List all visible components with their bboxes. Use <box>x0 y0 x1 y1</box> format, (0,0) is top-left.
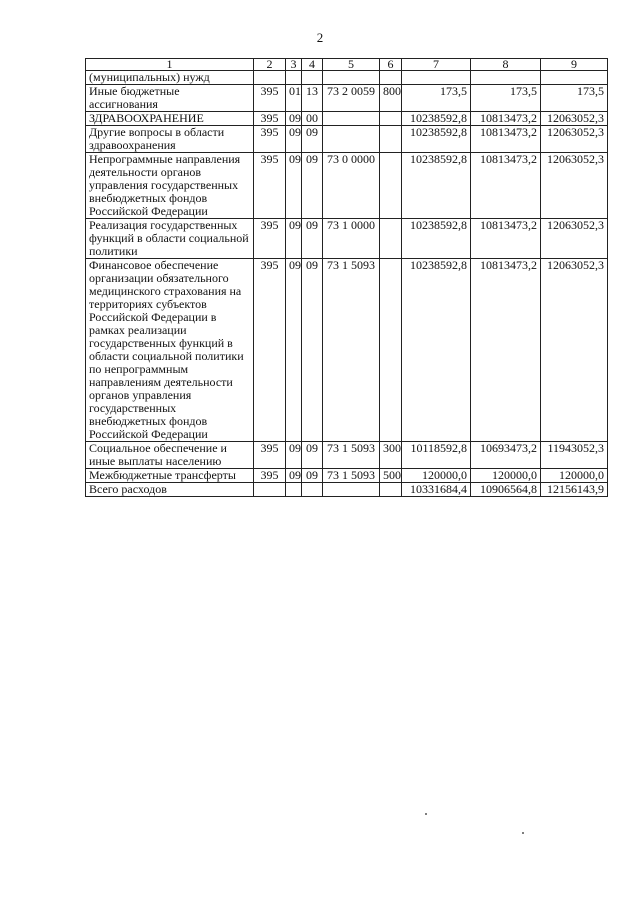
code-cell: 09 <box>302 126 323 153</box>
code-cell <box>302 71 323 85</box>
amount-cell: 12063052,3 <box>541 126 608 153</box>
code-cell <box>380 259 402 442</box>
amount-cell: 173,5 <box>402 85 471 112</box>
amount-cell: 12063052,3 <box>541 153 608 219</box>
table-row <box>86 85 608 112</box>
code-cell: 395 <box>254 126 286 153</box>
code-cell <box>323 483 380 497</box>
table-header-row <box>86 59 608 71</box>
code-cell: 09 <box>286 126 302 153</box>
header-cell: 2 <box>254 59 286 71</box>
header-cell: 9 <box>541 59 608 71</box>
code-cell <box>380 71 402 85</box>
expense-name-cell: Социальное обеспечение и иные выплаты населению <box>86 442 254 469</box>
code-cell: 09 <box>302 219 323 259</box>
table-row <box>86 483 608 497</box>
code-cell: 09 <box>302 469 323 483</box>
table-row <box>86 153 608 219</box>
code-cell: 395 <box>254 442 286 469</box>
expense-name-cell: Другие вопросы в области здравоохранения <box>86 126 254 153</box>
amount-cell: 10238592,8 <box>402 259 471 442</box>
amount-cell <box>541 71 608 85</box>
scan-speck <box>522 832 524 834</box>
code-cell <box>380 219 402 259</box>
page-number: 2 <box>316 30 324 45</box>
amount-cell: 10813473,2 <box>471 153 541 219</box>
amount-cell: 10331684,4 <box>402 483 471 497</box>
amount-cell: 12063052,3 <box>541 259 608 442</box>
amount-cell: 10118592,8 <box>402 442 471 469</box>
expense-name-cell: Финансовое обеспечение организации обязательного медицинского страхования на территориях субъектов Российской Федерации в рамках реализации государственных функций в области социальной политики по непрограммным направлениям деятельности органов управления государственных внебюджетных фондов Российской Федерации <box>86 259 254 442</box>
amount-cell: 10813473,2 <box>471 219 541 259</box>
code-cell: 01 <box>286 85 302 112</box>
header-cell: 5 <box>323 59 380 71</box>
code-cell: 395 <box>254 259 286 442</box>
code-cell: 395 <box>254 219 286 259</box>
amount-cell: 10238592,8 <box>402 153 471 219</box>
code-cell <box>254 71 286 85</box>
header-cell: 7 <box>402 59 471 71</box>
code-cell <box>323 112 380 126</box>
code-cell: 395 <box>254 153 286 219</box>
code-cell <box>380 112 402 126</box>
table-row <box>86 71 608 85</box>
code-cell: 09 <box>286 219 302 259</box>
amount-cell <box>402 71 471 85</box>
code-cell: 09 <box>302 442 323 469</box>
amount-cell: 10238592,8 <box>402 126 471 153</box>
amount-cell: 120000,0 <box>541 469 608 483</box>
header-cell: 8 <box>471 59 541 71</box>
code-cell: 73 1 5093 <box>323 259 380 442</box>
code-cell: 73 0 0000 <box>323 153 380 219</box>
amount-cell <box>471 71 541 85</box>
table-row <box>86 112 608 126</box>
amount-cell: 173,5 <box>541 85 608 112</box>
code-cell <box>254 483 286 497</box>
code-cell: 09 <box>286 469 302 483</box>
expense-name-cell: ЗДРАВООХРАНЕНИЕ <box>86 112 254 126</box>
expense-name-cell: Реализация государственных функций в области социальной политики <box>86 219 254 259</box>
amount-cell: 12063052,3 <box>541 112 608 126</box>
header-cell: 4 <box>302 59 323 71</box>
code-cell: 13 <box>302 85 323 112</box>
amount-cell: 10238592,8 <box>402 219 471 259</box>
budget-table <box>85 58 608 497</box>
table-row <box>86 469 608 483</box>
code-cell: 09 <box>286 442 302 469</box>
amount-cell: 10813473,2 <box>471 259 541 442</box>
code-cell: 500 <box>380 469 402 483</box>
code-cell <box>380 153 402 219</box>
amount-cell: 10238592,8 <box>402 112 471 126</box>
code-cell: 73 1 0000 <box>323 219 380 259</box>
amount-cell: 12156143,9 <box>541 483 608 497</box>
code-cell <box>286 483 302 497</box>
code-cell: 09 <box>302 259 323 442</box>
code-cell <box>380 483 402 497</box>
header-cell: 3 <box>286 59 302 71</box>
code-cell: 09 <box>302 153 323 219</box>
code-cell: 09 <box>286 259 302 442</box>
table-row <box>86 259 608 442</box>
table-row <box>86 219 608 259</box>
table-row <box>86 126 608 153</box>
code-cell: 395 <box>254 85 286 112</box>
amount-cell: 12063052,3 <box>541 219 608 259</box>
table-row <box>86 442 608 469</box>
header-cell: 1 <box>86 59 254 71</box>
code-cell: 73 1 5093 <box>323 469 380 483</box>
code-cell <box>302 483 323 497</box>
amount-cell: 11943052,3 <box>541 442 608 469</box>
code-cell: 300 <box>380 442 402 469</box>
code-cell: 395 <box>254 112 286 126</box>
expense-name-cell: Иные бюджетные ассигнования <box>86 85 254 112</box>
code-cell <box>323 126 380 153</box>
code-cell: 09 <box>286 153 302 219</box>
code-cell: 800 <box>380 85 402 112</box>
code-cell: 395 <box>254 469 286 483</box>
expense-name-cell: Всего расходов <box>86 483 254 497</box>
expense-name-cell: Межбюджетные трансферты <box>86 469 254 483</box>
expense-name-cell: (муниципальных) нужд <box>86 71 254 85</box>
amount-cell: 173,5 <box>471 85 541 112</box>
expense-name-cell: Непрограммные направления деятельности органов управления государственных внебюджетных фондов Российской Федерации <box>86 153 254 219</box>
header-cell: 6 <box>380 59 402 71</box>
code-cell <box>380 126 402 153</box>
amount-cell: 10693473,2 <box>471 442 541 469</box>
amount-cell: 10813473,2 <box>471 112 541 126</box>
amount-cell: 10906564,8 <box>471 483 541 497</box>
code-cell <box>286 71 302 85</box>
amount-cell: 120000,0 <box>471 469 541 483</box>
code-cell <box>323 71 380 85</box>
scan-speck <box>425 813 427 815</box>
amount-cell: 120000,0 <box>402 469 471 483</box>
amount-cell: 10813473,2 <box>471 126 541 153</box>
code-cell: 00 <box>302 112 323 126</box>
code-cell: 73 2 0059 <box>323 85 380 112</box>
code-cell: 09 <box>286 112 302 126</box>
code-cell: 73 1 5093 <box>323 442 380 469</box>
